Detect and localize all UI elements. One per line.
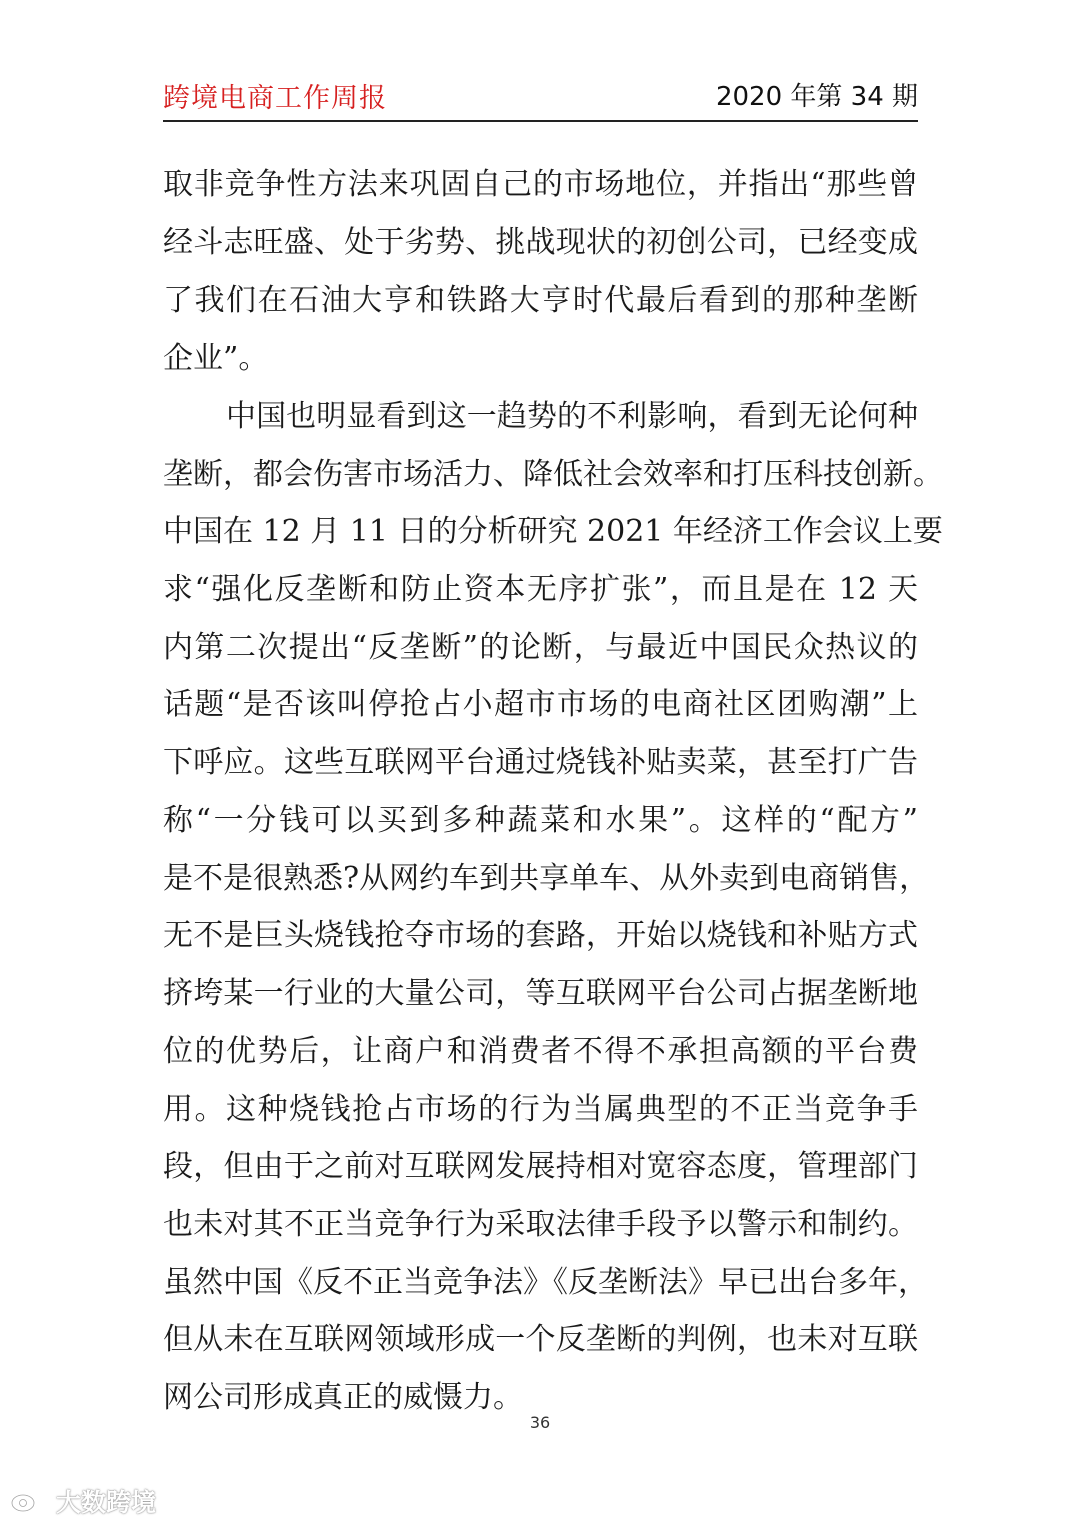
issue-number: 2020 年第 34 期 [715,82,918,112]
watermark-text: 大数跨境 [56,1488,157,1517]
body-line: 话题“是否该叫停抢占小超市市场的电商社区团购潮”上 [163,687,918,722]
body-line: 了我们在石油大亨和铁路大亨时代最后看到的那种垄断 [163,283,918,318]
body-line: 中国在 12 月 11 日的分析研究 2021 年经济工作会议上要 [163,514,943,549]
body-line: 也未对其不正当竞争行为采取法律手段予以警示和制约。 [163,1207,918,1242]
body-line: 中国也明显看到这一趋势的不利影响，看到无论何种 [226,399,918,434]
body-line: 网公司形成真正的威慑力。 [163,1380,523,1415]
body-line: 虽然中国《反不正当竞争法》《反垄断法》早已出台多年， [163,1265,928,1300]
body-line: 挤垮某一行业的大量公司，等互联网平台公司占据垄断地 [163,976,918,1011]
body-line: 内第二次提出“反垄断”的论断，与最近中国民众热议的 [163,630,918,665]
body-line: 位的优势后，让商户和消费者不得不承担高额的平台费 [163,1034,918,1069]
body-line: 是不是很熟悉?从网约车到共享单车、从外卖到电商销售， [163,861,930,896]
page-header [163,76,918,120]
page-number: 36 [529,1413,551,1432]
weibo-eye-logo-icon [10,1488,50,1514]
publication-title: 跨境电商工作周报 [163,83,387,114]
body-line: 垄断，都会伤害市场活力、降低社会效率和打压科技创新。 [163,457,943,492]
body-line: 称“一分钱可以买到多种蔬菜和水果”。这样的“配方” [163,803,918,838]
body-line: 经斗志旺盛、处于劣势、挑战现状的初创公司，已经变成 [163,225,918,260]
body-line: 企业”。 [163,341,269,376]
body-line: 但从未在互联网领域形成一个反垄断的判例，也未对互联 [163,1322,918,1357]
body-line: 段，但由于之前对互联网发展持相对宽容态度，管理部门 [163,1149,918,1184]
body-line: 无不是巨头烧钱抢夺市场的套路，开始以烧钱和补贴方式 [163,918,918,953]
body-line: 下呼应。这些互联网平台通过烧钱补贴卖菜，甚至打广告 [163,745,918,780]
body-line: 用。这种烧钱抢占市场的行为当属典型的不正当竞争手 [163,1092,918,1127]
watermark [10,1484,156,1518]
body-line: 取非竞争性方法来巩固自己的市场地位，并指出“那些曾 [163,167,918,202]
body-line: 求“强化反垄断和防止资本无序扩张”，而且是在 12 天 [163,572,918,607]
header-divider [163,120,918,122]
